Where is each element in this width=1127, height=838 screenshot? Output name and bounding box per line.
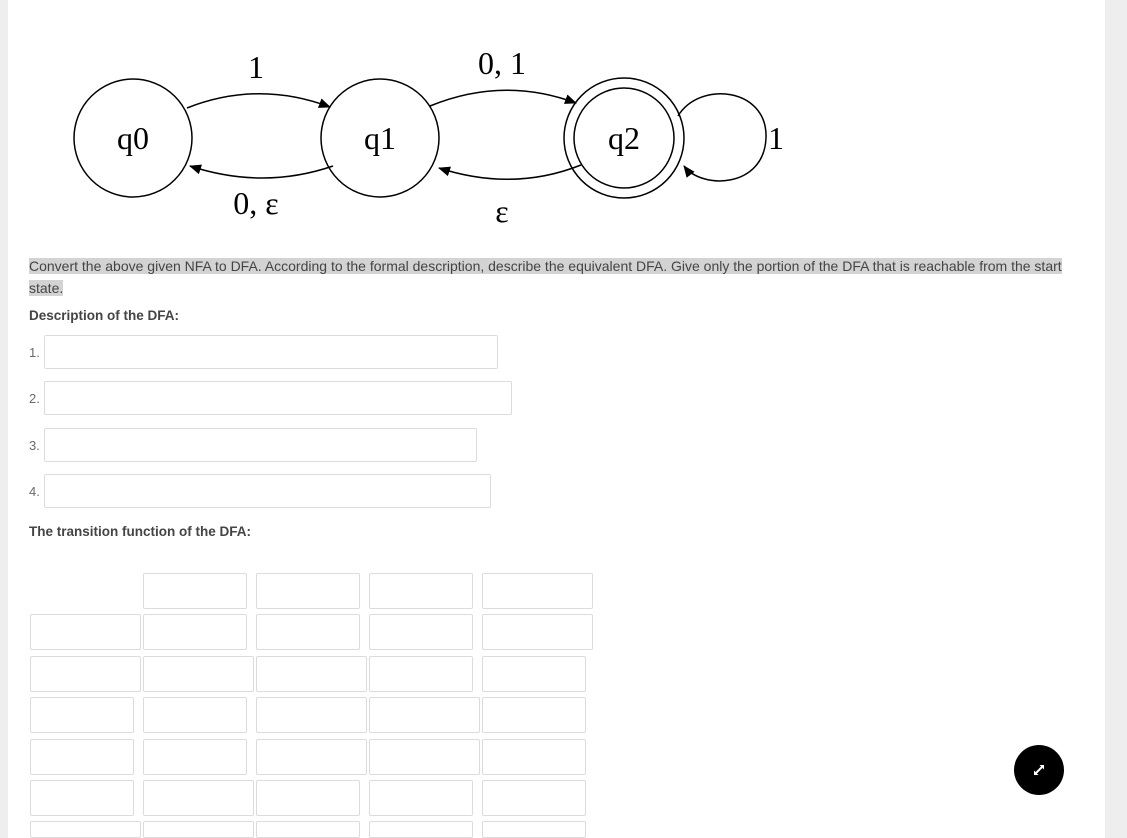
description-heading: Description of the DFA: bbox=[29, 308, 180, 323]
edge-q2-q1-label: ε bbox=[495, 193, 509, 229]
edge-q1-q2-label: 0, 1 bbox=[478, 45, 526, 81]
transition-cell[interactable] bbox=[369, 780, 473, 816]
description-field-1[interactable] bbox=[44, 335, 498, 369]
question-text bbox=[29, 255, 1069, 299]
transition-cell[interactable] bbox=[143, 697, 247, 733]
transition-cell[interactable] bbox=[482, 614, 593, 650]
description-item-number: 3. bbox=[29, 438, 40, 453]
expand-button[interactable] bbox=[1014, 745, 1064, 795]
transition-cell[interactable] bbox=[369, 614, 473, 650]
transition-cell[interactable] bbox=[482, 697, 586, 733]
edge-q1-q0 bbox=[190, 166, 333, 178]
description-item-number: 4. bbox=[29, 484, 40, 499]
transition-cell[interactable] bbox=[143, 739, 247, 775]
description-item-number: 1. bbox=[29, 345, 40, 360]
transition-cell[interactable] bbox=[369, 656, 473, 692]
edge-q1-q2 bbox=[430, 90, 576, 106]
edge-q2-q1 bbox=[439, 165, 581, 179]
transition-cell[interactable] bbox=[256, 821, 360, 838]
transition-cell[interactable] bbox=[30, 780, 134, 816]
transition-function-heading: The transition function of the DFA: bbox=[29, 524, 251, 539]
transition-cell[interactable] bbox=[256, 656, 367, 692]
transition-cell[interactable] bbox=[143, 656, 254, 692]
transition-cell[interactable] bbox=[482, 573, 593, 609]
question-page bbox=[8, 0, 1105, 838]
transition-cell[interactable] bbox=[256, 614, 360, 650]
transition-cell[interactable] bbox=[369, 739, 480, 775]
transition-cell[interactable] bbox=[482, 656, 586, 692]
state-q0-label: q0 bbox=[117, 120, 149, 156]
transition-cell[interactable] bbox=[369, 697, 480, 733]
transition-cell[interactable] bbox=[369, 573, 473, 609]
description-field-2[interactable] bbox=[44, 381, 512, 415]
state-q2-label: q2 bbox=[608, 120, 640, 156]
state-q1-label: q1 bbox=[364, 120, 396, 156]
edge-q0-q1-label: 1 bbox=[248, 49, 264, 85]
question-text-highlight: Convert the above given NFA to DFA. According to the formal description, describe the equivalent DFA. Give only the portion of the DFA that is reachable from the start state. bbox=[29, 258, 1062, 296]
expand-icon bbox=[1031, 762, 1047, 778]
transition-cell[interactable] bbox=[143, 614, 247, 650]
transition-cell[interactable] bbox=[256, 739, 367, 775]
transition-cell[interactable] bbox=[30, 697, 134, 733]
edge-q1-q0-label: 0, ε bbox=[233, 185, 279, 221]
transition-cell[interactable] bbox=[30, 739, 134, 775]
transition-cell[interactable] bbox=[256, 780, 360, 816]
transition-cell[interactable] bbox=[30, 821, 141, 838]
description-item-number: 2. bbox=[29, 391, 40, 406]
transition-cell[interactable] bbox=[30, 614, 141, 650]
edge-q2-self-loop-label: 1 bbox=[768, 120, 784, 156]
transition-cell[interactable] bbox=[482, 780, 586, 816]
transition-cell[interactable] bbox=[369, 821, 473, 838]
description-field-3[interactable] bbox=[44, 428, 477, 462]
transition-cell[interactable] bbox=[30, 656, 141, 692]
transition-cell[interactable] bbox=[256, 697, 367, 733]
transition-cell[interactable] bbox=[482, 739, 586, 775]
transition-cell[interactable] bbox=[143, 780, 254, 816]
transition-cell[interactable] bbox=[256, 573, 360, 609]
nfa-diagram bbox=[8, 0, 1105, 240]
edge-q2-self-loop bbox=[678, 94, 766, 181]
transition-cell[interactable] bbox=[143, 821, 254, 838]
transition-cell[interactable] bbox=[482, 821, 586, 838]
description-field-4[interactable] bbox=[44, 474, 491, 508]
transition-cell[interactable] bbox=[143, 573, 247, 609]
edge-q0-q1 bbox=[187, 94, 330, 108]
